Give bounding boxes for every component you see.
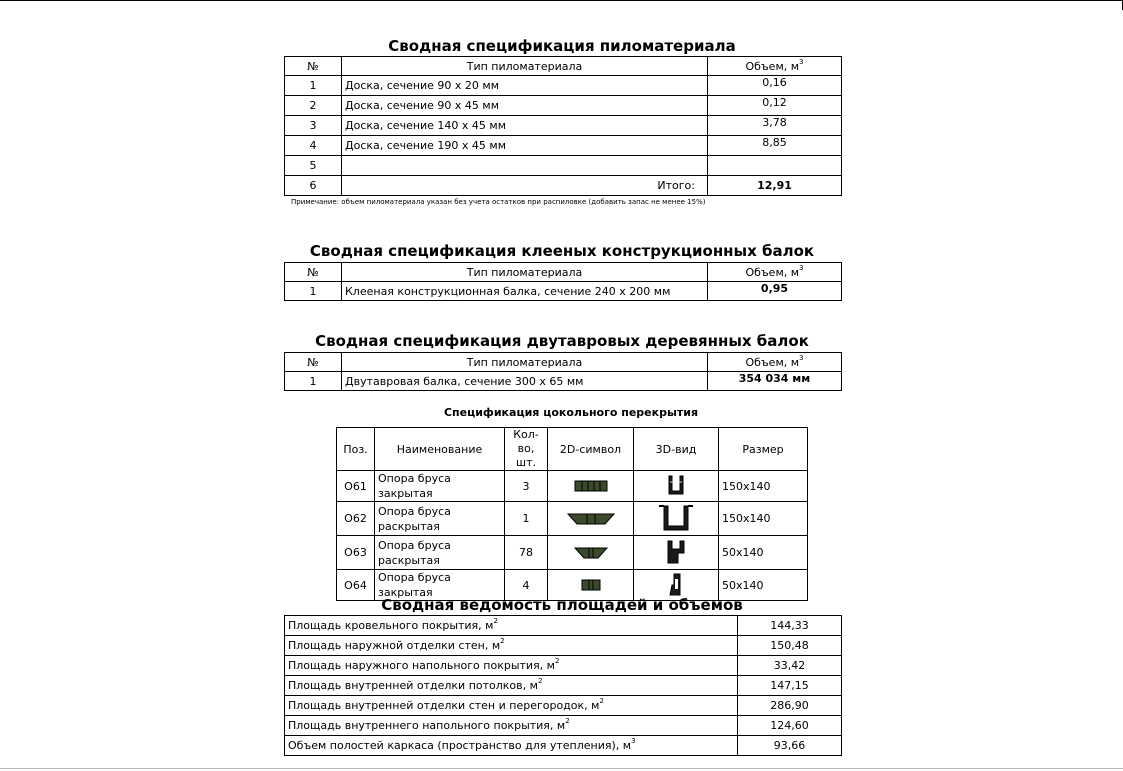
ibeam-spec-table [284,352,842,391]
row-num: 4 [285,136,342,156]
row-type: Двутавровая балка, сечение 300 х 65 мм [342,372,708,391]
total-label: Итого: [342,176,708,196]
table-header-row [285,263,842,282]
row-name: Опора бруса закрытая [375,570,505,601]
table-row [285,656,842,676]
header-3d-view: 3D-вид [634,428,719,471]
table-row [285,716,842,736]
row-pos: О61 [337,471,375,502]
row-pos: О62 [337,502,375,536]
row-volume: 8,85 [708,136,842,156]
open-support-2d-icon [567,512,615,526]
row-size: 50х140 [719,570,808,601]
page-frame-top [0,0,1123,1]
area-value: 286,90 [738,696,842,716]
view-3d-cell [634,536,719,570]
closed-support-3d-icon [666,474,686,498]
row-volume: 354 034 мм [708,372,842,391]
header-type: Тип пиломатериала [342,353,708,372]
table-header-row [337,428,808,471]
areas-table [284,615,842,756]
symbol-2d-cell [548,502,634,536]
closed-support-small-3d-icon [668,573,684,597]
row-type: Доска, сечение 140 х 45 мм [342,116,708,136]
area-value: 147,15 [738,676,842,696]
header-type: Тип пиломатериала [342,263,708,282]
area-value: 93,66 [738,736,842,756]
row-volume: 0,12 [708,96,842,116]
row-qty: 3 [505,471,548,502]
row-volume: 0,95 [708,282,842,301]
table-row [285,636,842,656]
table-row [285,76,842,96]
row-num: 3 [285,116,342,136]
table-row [285,156,842,176]
area-value: 124,60 [738,716,842,736]
page-frame-bottom [0,768,1123,769]
header-type: Тип пиломатериала [342,57,708,76]
row-type: Доска, сечение 90 х 45 мм [342,96,708,116]
row-size: 50х140 [719,536,808,570]
view-3d-cell [634,502,719,536]
total-row [285,176,842,196]
row-size: 150х140 [719,502,808,536]
open-support-small-3d-icon [663,539,689,567]
base-floor-spec-title: Спецификация цокольного перекрытия [443,406,699,419]
area-label: Объем полостей каркаса (пространство для утепления), $м^3$ [285,736,738,756]
row-type [342,156,708,176]
closed-support-small-2d-icon [581,579,601,591]
lumber-spec-table [284,56,842,196]
row-num: 1 [285,372,342,391]
header-qty: Кол-во, шт. [505,428,548,471]
header-name: Наименование [375,428,505,471]
table-row [285,372,842,391]
header-num: № [285,263,342,282]
row-volume [708,156,842,176]
lumber-note: Примечание: объем пиломатериала указан без учета остатков при распиловке (добавить запас не менее 15%) [291,198,706,206]
header-pos: Поз. [337,428,375,471]
row-name: Опора бруса раскрытая [375,536,505,570]
table-row [337,471,808,502]
table-row [337,536,808,570]
area-label: Площадь внутренней отделки стен и перегородок, $м^2$ [285,696,738,716]
row-name: Опора бруса раскрытая [375,502,505,536]
header-volume: Объем, $м^3$ [708,263,842,282]
area-label: Площадь внутренней отделки потолков, $м^2$ [285,676,738,696]
table-row [285,696,842,716]
closed-support-2d-icon [574,480,608,492]
row-type: Клееная конструкционная балка, сечение 240 х 200 мм [342,282,708,301]
row-volume: 0,16 [708,76,842,96]
header-volume: Объем, $м^3$ [708,353,842,372]
row-qty: 78 [505,536,548,570]
area-value: 150,48 [738,636,842,656]
row-pos: О64 [337,570,375,601]
header-size: Размер [719,428,808,471]
row-num: 1 [285,282,342,301]
area-value: 144,33 [738,616,842,636]
area-value: 33,42 [738,656,842,676]
header-num: № [285,57,342,76]
table-row [337,502,808,536]
row-size: 150х140 [719,471,808,502]
row-type: Доска, сечение 90 х 20 мм [342,76,708,96]
base-floor-spec-table [336,427,808,601]
row-name: Опора бруса закрытая [375,471,505,502]
area-label: Площадь наружного напольного покрытия, $м^2$ [285,656,738,676]
row-qty: 1 [505,502,548,536]
lumber-spec-title: Сводная спецификация пиломатериала [388,37,736,55]
total-volume: 12,91 [708,176,842,196]
total-num: 6 [285,176,342,196]
table-row [285,616,842,636]
header-num: № [285,353,342,372]
glued-spec-title: Сводная спецификация клееных конструкционных балок [309,242,815,260]
table-row [285,136,842,156]
view-3d-cell [634,471,719,502]
row-num: 1 [285,76,342,96]
area-label: Площадь наружной отделки стен, $м^2$ [285,636,738,656]
table-row [285,736,842,756]
header-2d-symbol: 2D-символ [548,428,634,471]
symbol-2d-cell [548,536,634,570]
areas-title: Сводная ведомость площадей и объемов [381,596,743,614]
row-num: 2 [285,96,342,116]
symbol-2d-cell [548,471,634,502]
area-label: Площадь кровельного покрытия, $м^2$ [285,616,738,636]
table-row [285,116,842,136]
row-volume: 3,78 [708,116,842,136]
table-row [285,96,842,116]
table-header-row [285,353,842,372]
table-header-row [285,57,842,76]
header-volume: Объем, $м^3$ [708,57,842,76]
area-label: Площадь внутреннего напольного покрытия, $м^2$ [285,716,738,736]
glued-spec-table [284,262,842,301]
table-row [285,676,842,696]
row-num: 5 [285,156,342,176]
open-support-small-2d-icon [574,546,608,560]
table-row [285,282,842,301]
row-type: Доска, сечение 190 х 45 мм [342,136,708,156]
ibeam-spec-title: Сводная спецификация двутавровых деревянных балок [315,332,809,350]
row-pos: О63 [337,536,375,570]
row-qty: 4 [505,570,548,601]
open-support-3d-icon [658,504,694,534]
